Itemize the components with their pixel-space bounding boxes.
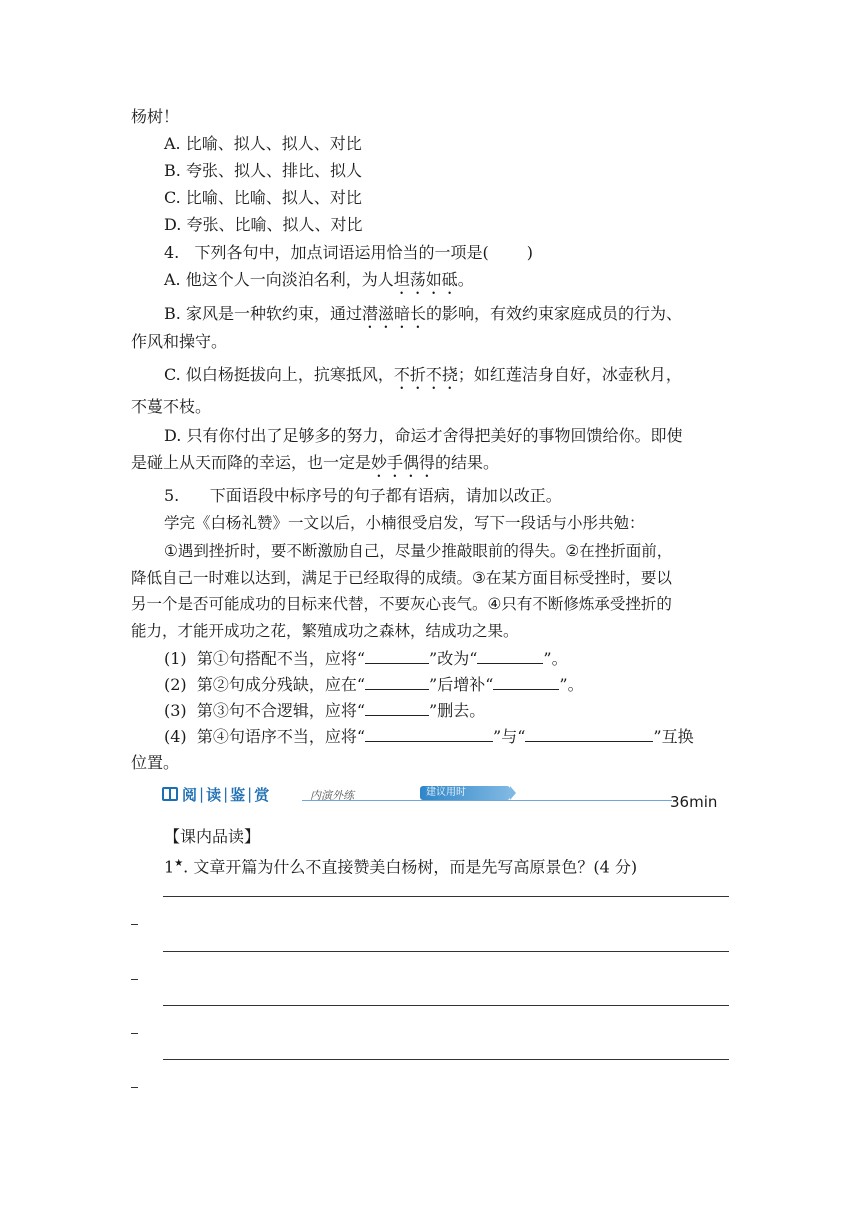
time-tag: 建议用时 — [420, 786, 510, 800]
answer-line-1[interactable] — [163, 896, 729, 897]
q4-d-line1: 只有你付出了足够多的努力，命运才舍得把美好的事物回馈给你。即使 — [186, 426, 683, 445]
star-icon: ★ — [174, 858, 184, 869]
q4-a-dotted: 坦荡如砥 — [393, 270, 458, 289]
q4-option-d-line2 — [131, 452, 499, 481]
q5-number: 5. — [164, 486, 180, 505]
q5-sub-1-blank-1[interactable] — [365, 647, 429, 664]
banner-char-2: 读 — [206, 785, 222, 804]
q4-c-dotted: 不折不挠 — [393, 365, 458, 384]
q4-d-pre: 是碰上从天而降的幸运，也一定是 — [131, 453, 372, 472]
banner-title — [162, 784, 308, 804]
q3-option-a-text: 比喻、拟人、拟人、对比 — [185, 134, 362, 153]
q5-sub-2-num: (2) — [164, 675, 187, 694]
book-icon — [162, 787, 178, 801]
q5-sub-4-line2: 位置。 — [131, 753, 180, 772]
q3-option-c-letter: C. — [164, 188, 181, 207]
q5-sub-3-text-a: 第③句不合逻辑，应将“ — [196, 701, 366, 720]
q5-sub-3-num: (3) — [164, 701, 187, 720]
q3-option-d-text: 夸张、比喻、拟人、对比 — [186, 215, 363, 234]
banner-char-4: 赏 — [254, 785, 270, 804]
q5-sub-1-text-b: ”改为“ — [429, 649, 478, 668]
q3-option-a — [164, 133, 362, 155]
q4-d-letter: D. — [164, 426, 182, 445]
q3-option-b — [164, 160, 362, 182]
q4-b-pre: 家风是一种软约束，通过 — [185, 304, 362, 323]
q4-d-dotted: 妙手偶得 — [371, 453, 436, 472]
q4-option-d — [164, 425, 682, 447]
q4-stem — [164, 242, 533, 264]
answer-line-4[interactable] — [163, 1059, 729, 1060]
q3-option-c — [164, 187, 362, 209]
reading-heading: 【课内品读】 — [164, 827, 261, 846]
q5-sub-2-blank-2[interactable] — [493, 673, 559, 690]
q5-stem — [164, 485, 562, 507]
answer-dash-3 — [131, 1033, 138, 1034]
answer-dash-2 — [131, 979, 138, 980]
q3-option-d-letter: D. — [164, 215, 182, 234]
q5-sub-2 — [164, 673, 584, 696]
q4-d-post: 的结果。 — [435, 453, 500, 472]
q3-option-a-letter: A. — [164, 134, 181, 153]
answer-line-2[interactable] — [163, 951, 729, 952]
q5-sub-4-text-c: ”互换 — [653, 727, 694, 746]
q4-b-letter: B. — [164, 304, 181, 323]
q4-a-post: 。 — [457, 270, 474, 289]
q4-stem-text: 下列各句中，加点词语运用恰当的一项是( — [194, 243, 489, 262]
answer-dash-1 — [131, 924, 138, 925]
q5-sub-2-text-c: ”。 — [559, 675, 584, 694]
q5-sub-1-text-c: ”。 — [543, 649, 568, 668]
q3-option-c-text: 比喻、比喻、拟人、对比 — [185, 188, 362, 207]
reading-q1-text: . 文章开篇为什么不直接赞美白杨树，而是先写高原景色？(4 分) — [183, 857, 638, 877]
q4-c-pre: 似白杨挺拔向上，抗寒抵风， — [185, 365, 394, 384]
answer-dash-4 — [131, 1087, 138, 1088]
q5-stem-text: 下面语段中标序号的句子都有语病，请加以改正。 — [209, 486, 562, 505]
banner-separator: | — [223, 785, 229, 803]
banner-char-3: 鉴 — [230, 785, 246, 804]
q5-sub-3-text-b: ”删去。 — [429, 701, 486, 720]
q5-passage-line-2: 降低自己一时难以达到，满足于已经取得的成绩。③在某方面目标受挫时，要以 — [131, 569, 672, 587]
q5-passage-line-3: 另一个是否可能成功的目标来代替，不要灰心丧气。④只有不断修炼承受挫折的 — [131, 595, 672, 613]
q5-sub-2-text-b: ”后增补“ — [429, 675, 494, 694]
q3-option-b-letter: B. — [164, 161, 181, 180]
q5-sub-3 — [164, 699, 485, 722]
reading-q1-num: 1 — [164, 857, 175, 877]
q5-passage-line-4: 能力，才能开成功之花，繁殖成功之森林，结成功之果。 — [131, 622, 519, 640]
suggested-time: 36min — [670, 793, 718, 811]
q4-c-letter: C. — [164, 365, 181, 384]
answer-line-3[interactable] — [163, 1005, 729, 1006]
q5-sub-2-blank-1[interactable] — [365, 673, 429, 690]
section-banner — [162, 784, 514, 806]
q5-sub-1 — [164, 647, 568, 670]
banner-separator: | — [247, 785, 253, 803]
q3-option-b-text: 夸张、拟人、排比、拟人 — [185, 161, 362, 180]
q5-sub-4-text-a: 第④句语序不当，应将“ — [196, 727, 366, 746]
banner-rule — [302, 800, 672, 801]
q5-sub-2-text-a: 第②句成分残缺，应在“ — [196, 675, 366, 694]
q5-sub-4-blank-2[interactable] — [525, 725, 653, 742]
q5-sub-1-blank-2[interactable] — [477, 647, 543, 664]
q4-option-c — [164, 364, 682, 393]
q5-sub-4-text-b: ”与“ — [493, 727, 526, 746]
q5-sub-1-num: (1) — [164, 649, 187, 668]
q5-sub-1-text-a: 第①句搭配不当，应将“ — [196, 649, 366, 668]
q4-a-pre: 他这个人一向淡泊名利，为人 — [185, 270, 394, 289]
banner-separator: | — [199, 785, 205, 803]
q4-c-post: ；如红莲洁身自好，冰壶秋月， — [457, 365, 682, 384]
q5-sub-3-blank[interactable] — [365, 699, 429, 716]
q5-sub-4-num: (4) — [164, 727, 187, 746]
reading-q1 — [164, 853, 637, 878]
q4-option-c-line2: 不蔓不枝。 — [131, 397, 212, 416]
q4-stem-close: ) — [526, 243, 534, 262]
q4-a-letter: A. — [164, 270, 181, 289]
q3-option-d — [164, 214, 362, 236]
q5-sub-4 — [164, 725, 694, 748]
q4-b-post: 的影响，有效约束家庭成员的行为、 — [425, 304, 682, 323]
q4-option-b — [164, 303, 682, 332]
q5-intro: 学完《白杨礼赞》一文以后，小楠很受启发，写下一段话与小彤共勉： — [164, 514, 645, 532]
continuation-line: 杨树！ — [131, 107, 180, 126]
banner-char-1: 阅 — [182, 785, 198, 804]
q5-sub-4-blank-1[interactable] — [365, 725, 493, 742]
q4-option-a — [164, 269, 474, 298]
q5-passage-line-1: ①遇到挫折时，要不断激励自己，尽量少推敲眼前的得失。②在挫折面前， — [164, 542, 673, 560]
q4-option-b-line2: 作风和操守。 — [131, 332, 228, 351]
q4-number: 4. — [164, 243, 180, 262]
q4-b-dotted: 潜滋暗长 — [361, 304, 426, 323]
banner-subtitle: 内演外练 — [310, 789, 354, 802]
